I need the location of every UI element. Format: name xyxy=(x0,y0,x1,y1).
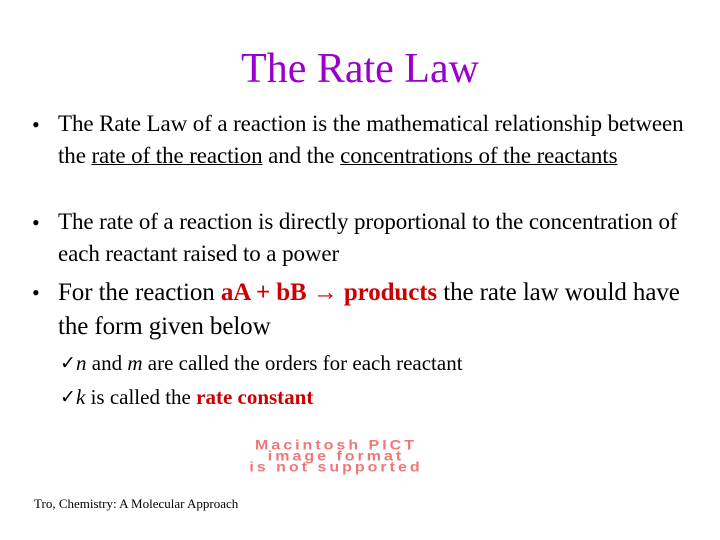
variable-k: k xyxy=(76,385,86,409)
sub-bullet-text: are called the orders for each reactant xyxy=(142,351,463,375)
underlined-concentrations: concentrations of the reactants xyxy=(340,143,618,168)
sub-bullet-text: is called the xyxy=(85,385,197,409)
bullet-text: and the xyxy=(262,143,341,168)
checkmark-icon: ✓ xyxy=(60,387,76,408)
footer-citation: Tro, Chemistry: A Molecular Approach xyxy=(34,496,239,511)
reaction-products: products xyxy=(343,279,438,306)
bullet-text: For the reaction xyxy=(58,279,221,306)
sub-bullet-text: and xyxy=(86,351,128,375)
bullet-marker: • xyxy=(32,210,40,235)
variable-m: m xyxy=(127,351,143,375)
bullet-marker: • xyxy=(32,112,40,137)
bullet-proportional: The rate of a reaction is directly proportional to the concentration of each reactant raised to a power xyxy=(58,209,678,266)
placeholder-line: image format xyxy=(267,449,405,464)
bullet-reaction-form xyxy=(58,276,698,344)
sub-bullet-rate-constant xyxy=(76,383,313,411)
slide-title: The Rate Law xyxy=(241,46,479,92)
placeholder-line: is not supported xyxy=(249,460,423,475)
bullet-text: the rate law would have the form given below xyxy=(58,279,680,340)
unsupported-image-placeholder xyxy=(166,438,506,475)
bullet-marker: • xyxy=(32,280,40,305)
sub-bullet-orders xyxy=(76,349,463,377)
bullet-rate-law-definition xyxy=(58,108,698,172)
checkmark-icon: ✓ xyxy=(60,353,76,374)
bullet-text: The Rate Law of a reaction is the mathematical relationship between the xyxy=(58,111,684,168)
underlined-rate-of-reaction: rate of the reaction xyxy=(91,143,263,168)
rate-constant-term: rate constant xyxy=(196,385,314,409)
placeholder-line: Macintosh PICT xyxy=(254,438,417,453)
reaction-reactants: aA + bB xyxy=(220,279,307,306)
reaction-arrow-icon: → xyxy=(312,279,338,306)
variable-n: n xyxy=(76,351,87,375)
